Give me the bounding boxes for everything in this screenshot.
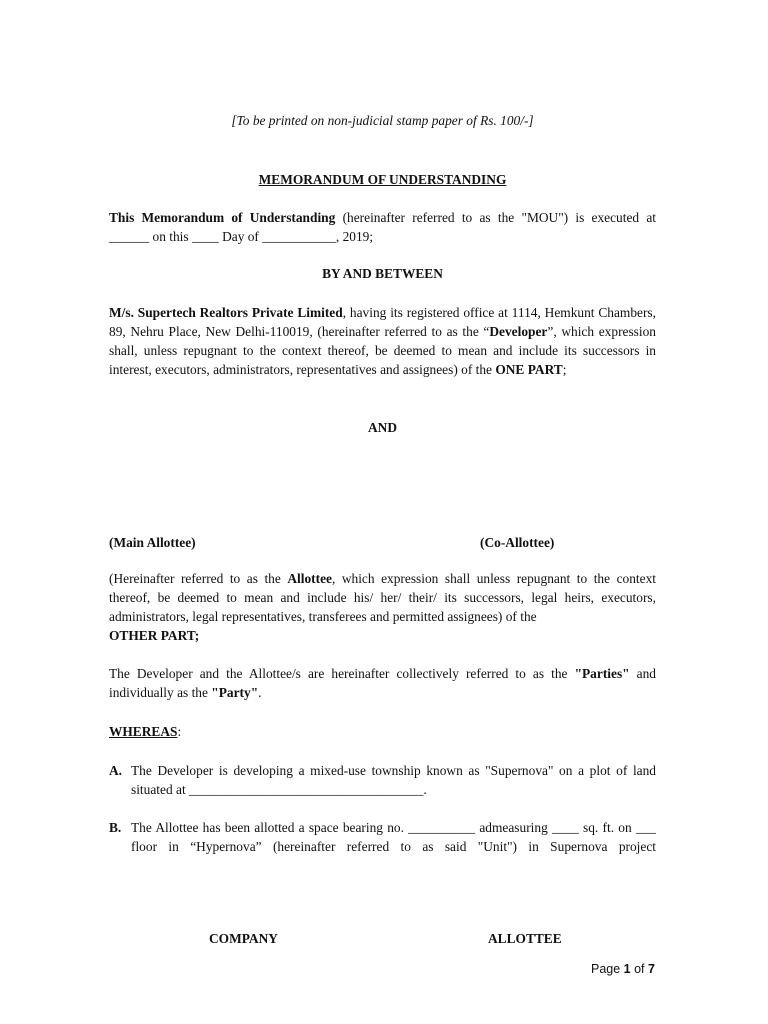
whereas-heading <box>109 722 656 741</box>
one-part-term: ONE PART <box>495 362 563 377</box>
recital-text: The Allottee has been allotted a space bearing no. __________ admeasuring ____ sq. ft. on ___ floor in “Hypernova” (hereinafter referred to as said "Unit") in Supernova project <box>131 820 656 854</box>
party-one-text-2: ”, which expression shall, unless repugnant to the context thereof, be deemed to mean and include its successors in interest, executors, administrators, representatives and assignees) of the <box>109 324 657 377</box>
page-label: Page <box>591 962 624 976</box>
party-one-paragraph <box>109 303 656 379</box>
page-number <box>591 960 655 979</box>
developer-term: Developer <box>489 324 548 339</box>
recital-number: B. <box>109 820 122 835</box>
party-one-end: ; <box>562 362 567 377</box>
parties-text-2: and individually as the <box>109 666 657 700</box>
party-two-paragraph <box>109 569 656 645</box>
intro-line2: ______ on this ____ Day of ___________, 2019; <box>109 229 374 244</box>
company-signature-label: COMPANY <box>209 931 278 946</box>
whereas-colon: : <box>177 724 182 739</box>
intro-bold-lead: This Memorandum of Understanding <box>109 210 336 225</box>
party-two-text-2: , which expression shall unless repugnant to the context thereof, be deemed to mean and include his/ her/ their/ its successors, legal heirs, executors, administrators, legal representatives, transferees and permitted assignees) of the <box>109 571 657 624</box>
parties-term: "Parties" <box>574 666 630 681</box>
allottee-signature-label: ALLOTTEE <box>488 931 562 946</box>
developer-company-name: M/s. Supertech Realtors Private Limited <box>109 305 343 320</box>
intro-paragraph <box>109 208 656 246</box>
allottee-term: Allottee <box>287 571 332 586</box>
page-total: 7 <box>648 962 655 976</box>
recital-text: The Developer is developing a mixed-use township known as "Supernova" on a plot of land situated at ___________________________________. <box>131 763 656 797</box>
party-two-text: (Hereinafter referred to as the <box>109 571 288 586</box>
document-title: MEMORANDUM OF UNDERSTANDING <box>258 172 507 187</box>
recital-number: A. <box>109 763 123 778</box>
allottee-labels-row <box>109 533 656 552</box>
whereas-label: WHEREAS <box>109 724 178 739</box>
parties-text-1: The Developer and the Allottee/s are hereinafter collectively referred to as the <box>109 666 575 681</box>
and-separator: AND <box>367 420 397 435</box>
main-allottee-label: (Main Allottee) <box>109 535 196 550</box>
parties-paragraph <box>109 664 656 702</box>
by-and-between-heading: BY AND BETWEEN <box>322 266 443 281</box>
parties-text-3: . <box>258 685 262 700</box>
party-term: "Party" <box>211 685 259 700</box>
other-part-term: OTHER PART; <box>109 628 200 643</box>
page-of: of <box>630 962 648 976</box>
page-current: 1 <box>623 962 631 976</box>
intro-rest: (hereinafter referred to as the "MOU") is executed at <box>335 210 656 225</box>
stamp-paper-note: [To be printed on non-judicial stamp paper of Rs. 100/-] <box>231 113 534 128</box>
party-one-text: , having its registered office at 1114, Hemkunt Chambers, 89, Nehru Place, New Delhi-110019, (hereinafter referred to as the “ <box>109 305 656 339</box>
co-allottee-label: (Co-Allottee) <box>480 535 555 550</box>
